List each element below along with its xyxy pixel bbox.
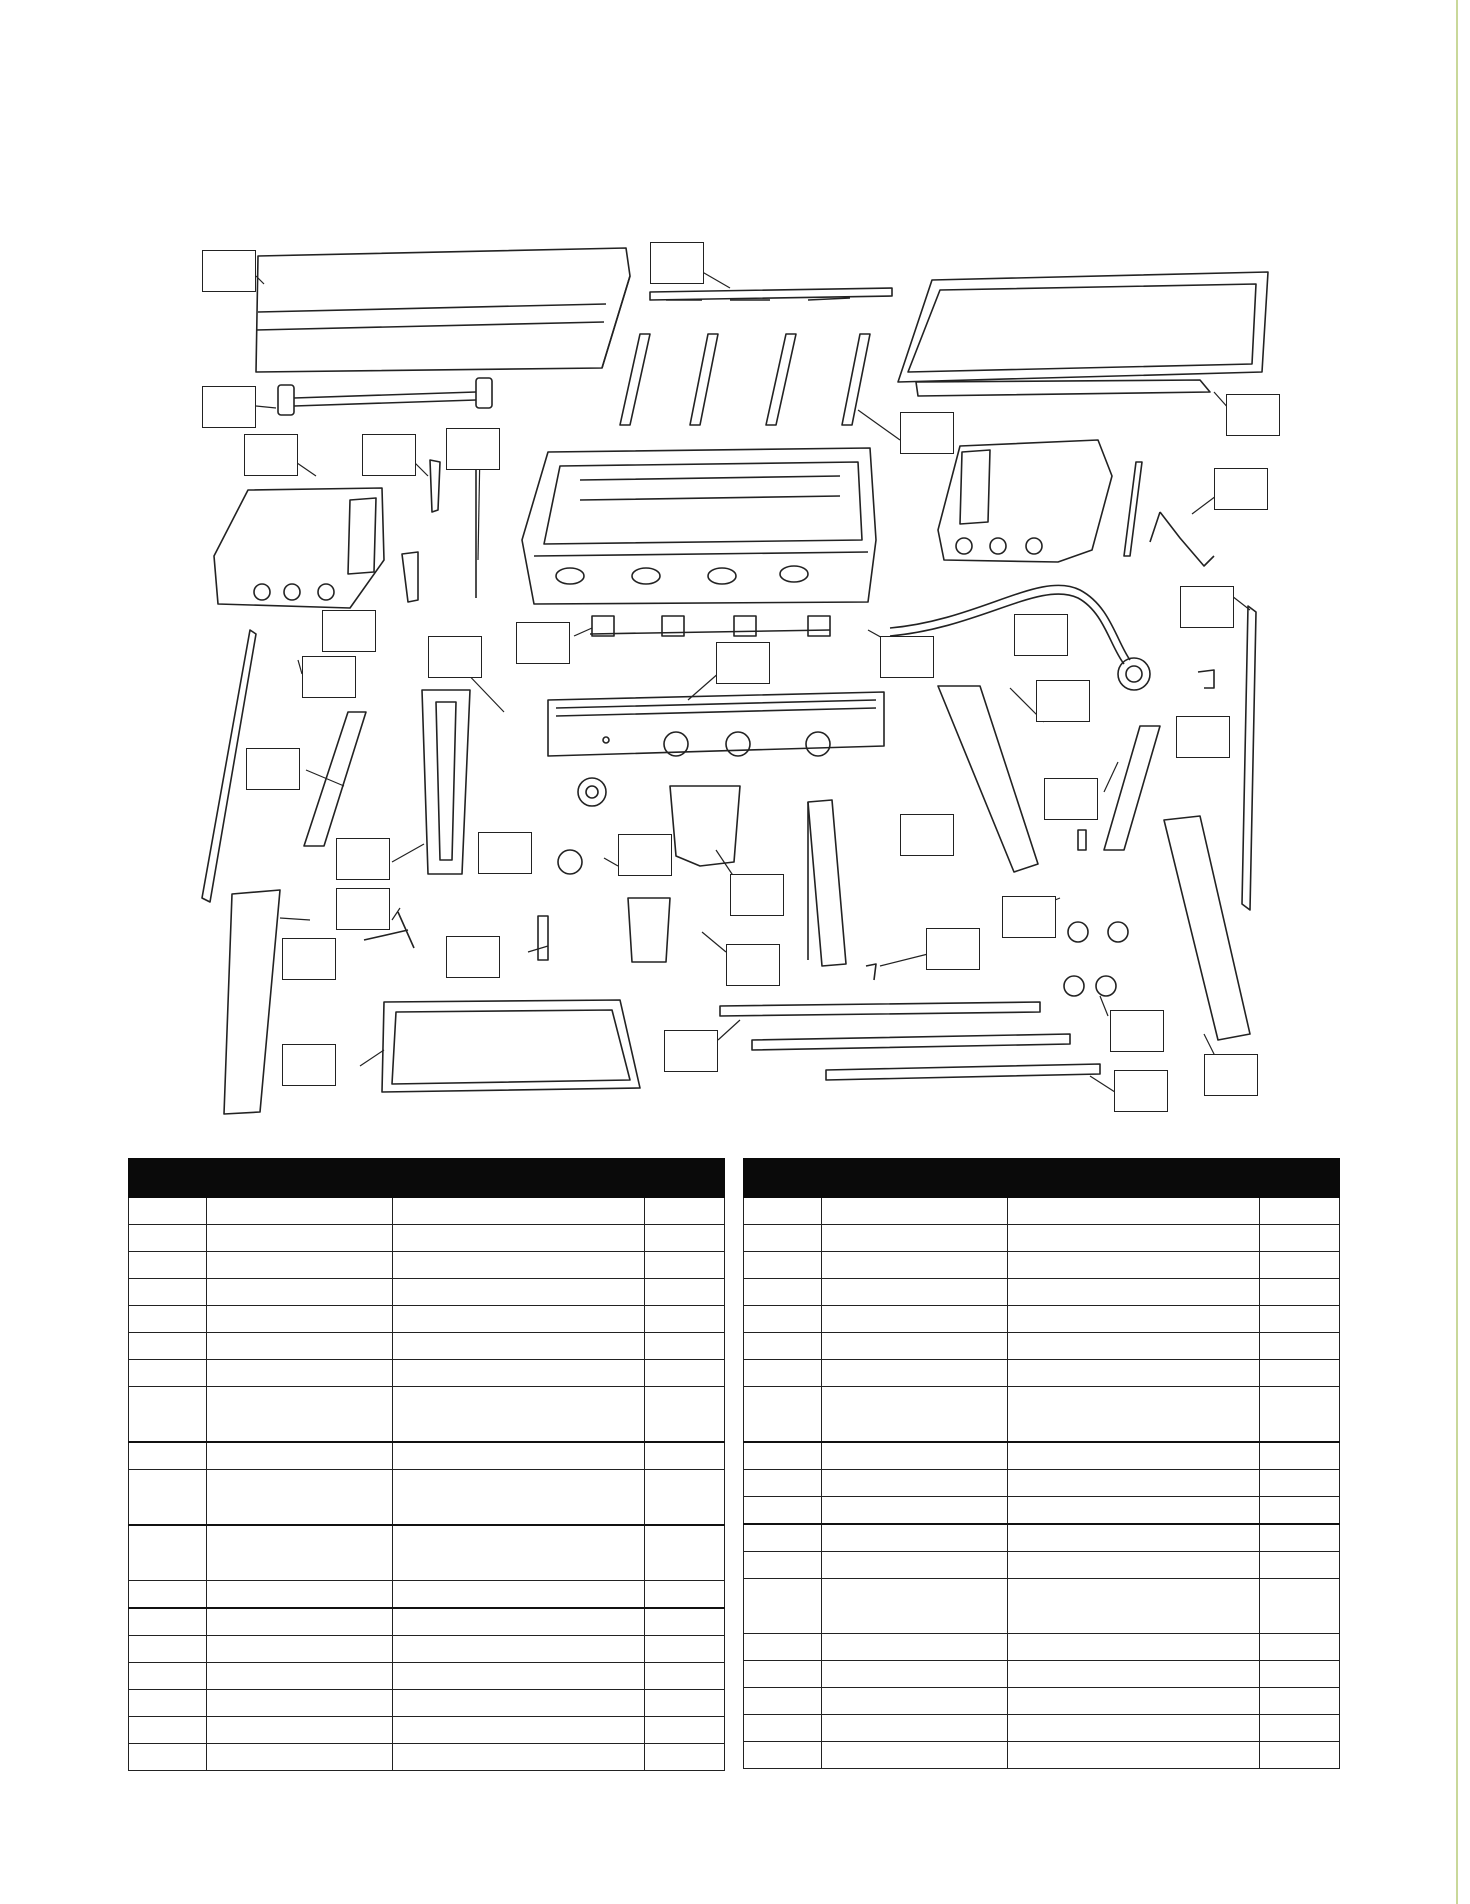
callout-box [202, 250, 256, 292]
table-row [129, 1360, 725, 1387]
table-header-row [744, 1159, 1340, 1198]
callout-box [1114, 1070, 1168, 1112]
table-row [129, 1581, 725, 1609]
header-cell [207, 1159, 393, 1198]
table-row [744, 1387, 1340, 1443]
table-row [744, 1661, 1340, 1688]
callout-box [362, 434, 416, 476]
callout-box [1036, 680, 1090, 722]
table-body [129, 1198, 725, 1771]
table-row [744, 1470, 1340, 1497]
lid-handle-part [278, 378, 492, 415]
callout-box [900, 412, 954, 454]
control-panel-part [548, 692, 884, 756]
table-row [129, 1225, 725, 1252]
table-row [129, 1442, 725, 1470]
table-header-row [129, 1159, 725, 1198]
table-row [744, 1524, 1340, 1552]
front-legs-part [224, 890, 280, 1114]
callout-box [478, 832, 532, 874]
table-row [744, 1252, 1340, 1279]
table-row [744, 1497, 1340, 1525]
header-cell [129, 1159, 207, 1198]
grill-lid-part [256, 248, 630, 372]
table-row [129, 1690, 725, 1717]
table-row [129, 1333, 725, 1360]
table-row [129, 1306, 725, 1333]
table-row [744, 1552, 1340, 1579]
parts-table-right [743, 1158, 1340, 1769]
callout-box [1204, 1054, 1258, 1096]
callout-box [446, 936, 500, 978]
header-cell [645, 1159, 725, 1198]
left-side-shelf-part [214, 488, 384, 608]
callout-box [302, 656, 356, 698]
header-cell [744, 1159, 822, 1198]
table-row [744, 1279, 1340, 1306]
firebox-part [522, 448, 876, 604]
callout-box [618, 834, 672, 876]
valve-manifold-part [590, 616, 830, 636]
callout-box [900, 814, 954, 856]
callout-box [726, 944, 780, 986]
callout-box [716, 642, 770, 684]
header-cell [1008, 1159, 1260, 1198]
callout-box [336, 838, 390, 880]
side-brackets-part [402, 450, 1214, 602]
bottom-shelf-part [382, 1000, 640, 1092]
callout-box [880, 636, 934, 678]
warming-rack-part [650, 288, 892, 300]
callout-box [322, 610, 376, 652]
table-row [129, 1198, 725, 1225]
callout-box [246, 748, 300, 790]
callout-box [336, 888, 390, 930]
table-row [129, 1636, 725, 1663]
callout-box [1110, 1010, 1164, 1052]
table-row [744, 1333, 1340, 1360]
callout-box [282, 938, 336, 980]
callout-box [1226, 394, 1280, 436]
table-row [744, 1634, 1340, 1661]
callout-box [446, 428, 500, 470]
table-row [129, 1470, 725, 1526]
table-row [744, 1715, 1340, 1742]
cabinet-door-part [808, 800, 846, 966]
callout-box [1214, 468, 1268, 510]
callout-box [516, 622, 570, 664]
table-row [744, 1579, 1340, 1634]
callout-box [244, 434, 298, 476]
table-row [744, 1442, 1340, 1470]
callout-box [1002, 896, 1056, 938]
header-cell [822, 1159, 1008, 1198]
header-cell [393, 1159, 645, 1198]
table-row [744, 1198, 1340, 1225]
callout-box [282, 1044, 336, 1086]
callout-box [428, 636, 482, 678]
table-row [744, 1688, 1340, 1715]
table-row [744, 1306, 1340, 1333]
table-row [129, 1525, 725, 1581]
parts-table-left [128, 1158, 725, 1771]
callout-box [1044, 778, 1098, 820]
table-row [129, 1663, 725, 1690]
table-row [129, 1252, 725, 1279]
callout-box [1180, 586, 1234, 628]
table-row [744, 1742, 1340, 1769]
callout-box [1014, 614, 1068, 656]
callout-box [926, 928, 980, 970]
table-body [744, 1198, 1340, 1769]
table-row [129, 1387, 725, 1443]
callout-box [202, 386, 256, 428]
callout-box [730, 874, 784, 916]
cross-rails-part [720, 1002, 1100, 1080]
table-row [129, 1279, 725, 1306]
right-side-shelf-part [938, 440, 1112, 562]
casters-part [1064, 922, 1128, 996]
callout-box [664, 1030, 718, 1072]
header-cell [1260, 1159, 1340, 1198]
table-row [129, 1717, 725, 1744]
callout-box [650, 242, 704, 284]
table-row [744, 1360, 1340, 1387]
table-row [744, 1225, 1340, 1252]
callout-box [1176, 716, 1230, 758]
burner-tubes-part [620, 334, 870, 425]
table-row [129, 1744, 725, 1771]
griddle-plate-part [898, 272, 1268, 396]
table-row [129, 1608, 725, 1636]
